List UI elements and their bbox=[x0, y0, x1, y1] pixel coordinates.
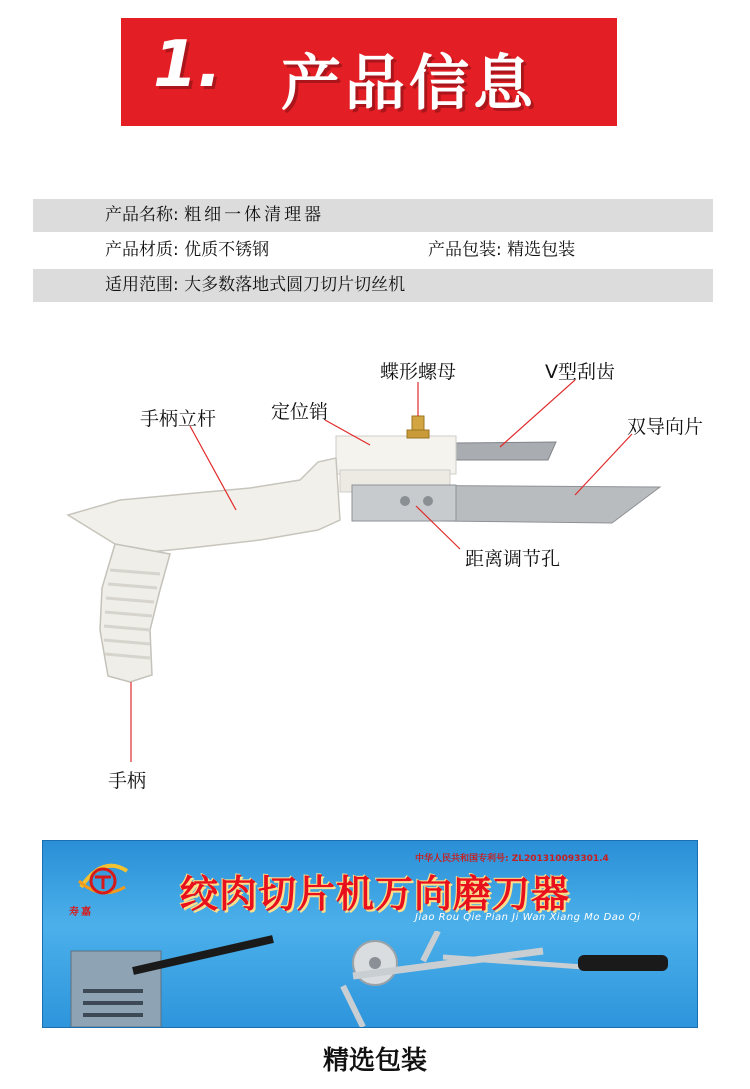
brand-name: 寿嘉 bbox=[69, 907, 93, 918]
callout-locating-pin: 定位销 bbox=[271, 401, 329, 423]
material-line bbox=[105, 234, 269, 267]
info-row-name bbox=[33, 199, 713, 232]
section-banner bbox=[121, 18, 617, 126]
tool-body bbox=[68, 458, 340, 552]
info-row-material bbox=[33, 234, 713, 267]
callout-double-guide: 双导向片 bbox=[627, 416, 704, 438]
box-pinyin: Jiao Rou Qie Pian Ji Wan Xiang Mo Dao Qi bbox=[415, 912, 641, 923]
section-title: 产品信息 bbox=[281, 49, 537, 119]
patent-number: 中华人民共和国专利号: ZL201310093301.4 bbox=[415, 854, 609, 864]
box-product-photo bbox=[43, 931, 697, 1027]
section-number: 1. bbox=[153, 28, 222, 102]
packaging-line bbox=[428, 234, 575, 267]
scope-value: 大多数落地式圆刀切片切丝机 bbox=[184, 275, 406, 295]
name-line bbox=[105, 199, 324, 232]
scope-label: 适用范围: bbox=[105, 275, 179, 295]
brand-logo bbox=[73, 857, 133, 903]
product-illustration bbox=[0, 330, 750, 810]
packaging-value: 精选包装 bbox=[507, 240, 576, 260]
scope-line bbox=[105, 269, 405, 302]
locating-block bbox=[336, 436, 456, 474]
material-value: 优质不锈钢 bbox=[184, 240, 270, 260]
name-label: 产品名称: bbox=[105, 205, 179, 225]
info-row-scope bbox=[33, 269, 713, 302]
callout-handle-pole: 手柄立杆 bbox=[140, 408, 217, 430]
callout-wing-nut: 蝶形螺母 bbox=[380, 361, 457, 383]
name-value: 粗细一体清理器 bbox=[184, 205, 325, 225]
packaging-label: 产品包装: bbox=[428, 240, 502, 260]
leader-double-guide bbox=[575, 434, 632, 495]
material-label: 产品材质: bbox=[105, 240, 179, 260]
leader-v-scraper bbox=[500, 380, 575, 447]
box-title: 绞肉切片机万向磨刀器 bbox=[180, 872, 571, 916]
callout-v-scraper: V型刮齿 bbox=[545, 361, 615, 383]
callout-distance-hole: 距离调节孔 bbox=[465, 548, 561, 570]
v-scraper-blade bbox=[455, 442, 556, 460]
callout-handle: 手柄 bbox=[108, 770, 147, 792]
packaging-box bbox=[42, 840, 698, 1028]
packaging-caption: 精选包装 bbox=[322, 1046, 427, 1076]
